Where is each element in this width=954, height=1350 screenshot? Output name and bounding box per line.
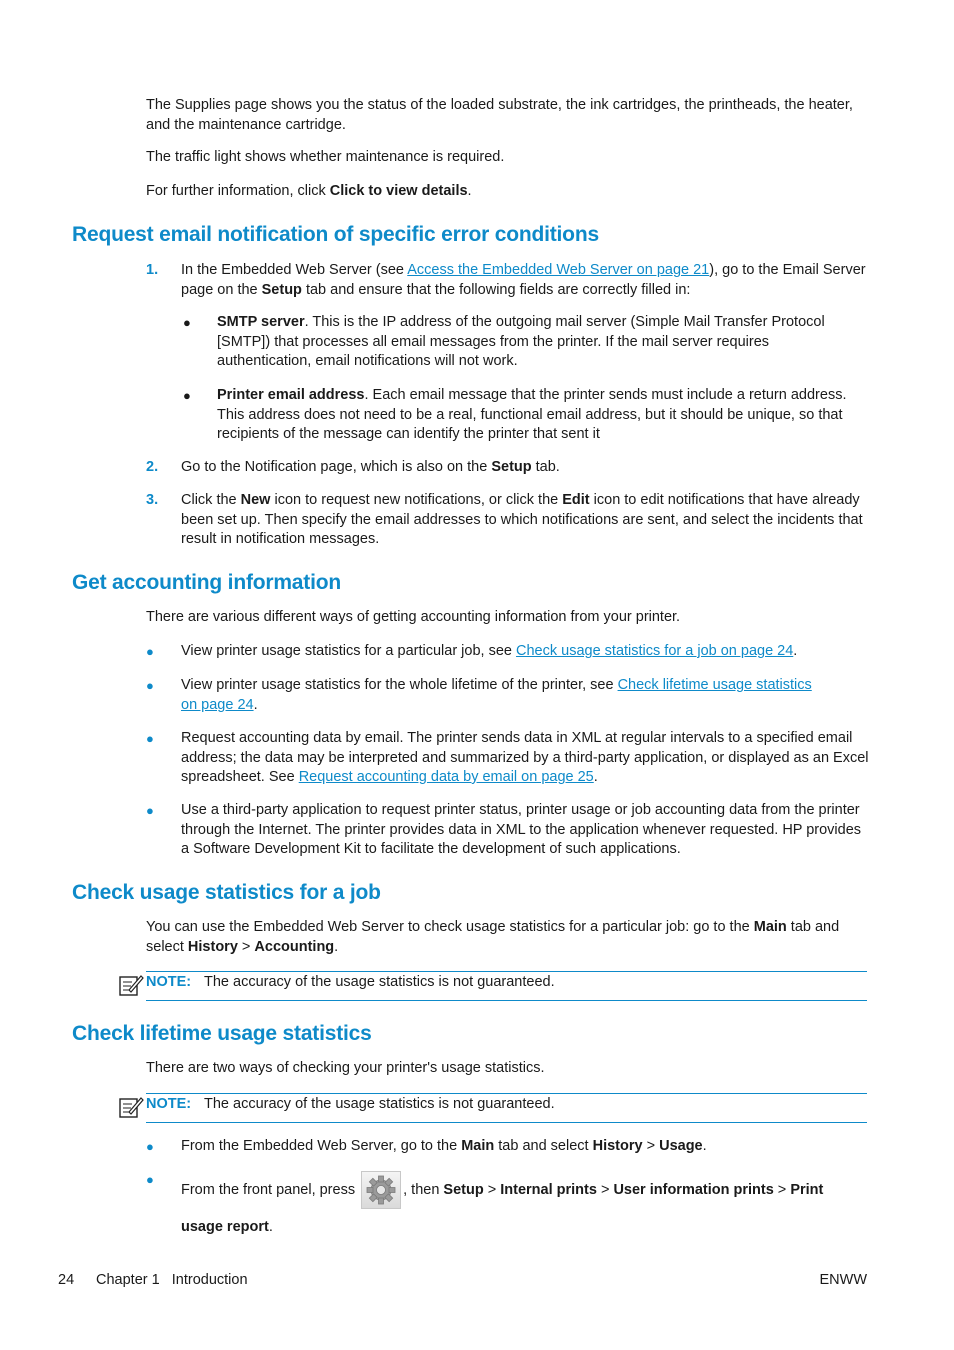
heading-check-lifetime: Check lifetime usage statistics [72, 1022, 372, 1045]
step-3-text: Click the New icon to request new notifications, or click the Edit icon to edit notifications that have already been set up. Then specify the email addresses to which notifications are sent, and select the incidents that result in notification messages. [181, 492, 863, 547]
intro-paragraph-1: The Supplies page shows you the status of the loaded substrate, the ink cartridges, the printheads, the heater, and the maintenance cartridge. [146, 97, 853, 133]
note-box [146, 971, 867, 1001]
note-text: The accuracy of the usage statistics is not guaranteed. [204, 974, 555, 990]
printer-email-address-item: Printer email address. Each email message that the printer sends must include a return address. This address does not need to be a real, functional email address, but it should be unique, so that recipients of the message can identify the printer that sent it [217, 387, 847, 442]
footer-enww: ENWW [819, 1272, 867, 1288]
step-number: 1. [146, 262, 159, 278]
step-number: 3. [146, 492, 159, 508]
heading-get-accounting: Get accounting information [72, 571, 341, 594]
bullet-icon: ● [146, 731, 154, 746]
lifetime-item-2: From the front panel, press , then Setup > Internal prints > User information prints > Print usage report. [181, 1171, 869, 1246]
accounting-item-3: Request accounting data by email. The printer sends data in XML at regular intervals to a specified email address; the data may be interpreted and summarized by a third-party application, or displayed as an Excel spreadsheet. See Request accounting data by email on page 25. [181, 730, 869, 785]
bullet-icon: ● [146, 644, 154, 659]
accounting-item-1: View printer usage statistics for a particular job, see Check usage statistics for a job on page 24. [181, 643, 798, 659]
bullet-icon: ● [146, 803, 154, 818]
footer-page-number: 24 [58, 1272, 75, 1288]
link-check-usage-job[interactable]: Check usage statistics for a job on page 24 [516, 643, 794, 659]
note-box [146, 1093, 867, 1123]
link-check-lifetime-usage[interactable]: Check lifetime usage statistics [617, 677, 812, 693]
note-icon [118, 1095, 144, 1119]
link-access-ews[interactable]: Access the Embedded Web Server on page 21 [407, 262, 710, 278]
bullet-icon: ● [183, 388, 191, 403]
bullet-icon: ● [146, 678, 154, 693]
lifetime-item-1: From the Embedded Web Server, go to the Main tab and select History > Usage. [181, 1138, 707, 1154]
job-usage-paragraph: You can use the Embedded Web Server to check usage statistics for a particular job: go to the Main tab and select History > Accounting. [146, 919, 840, 955]
click-to-view-details-label: Click to view details [329, 183, 468, 199]
step-2-text: Go to the Notification page, which is also on the Setup tab. [181, 459, 560, 475]
note-label: NOTE: [146, 1096, 192, 1112]
bullet-icon: ● [146, 1139, 154, 1154]
bullet-icon: ● [183, 315, 191, 330]
heading-check-usage-job: Check usage statistics for a job [72, 881, 381, 904]
note-text: The accuracy of the usage statistics is not guaranteed. [204, 1096, 555, 1112]
accounting-item-4: Use a third-party application to request printer status, printer usage or job accounting data from the printer through the Internet. The printer provides data in XML to the application whenever requested. HP provides a Software Development Kit to facilitate the development of such applications. [181, 802, 862, 857]
note-icon [118, 973, 144, 997]
accounting-intro: There are various different ways of getting accounting information from your printer. [146, 609, 681, 625]
footer-chapter: Chapter 1 Introduction [96, 1272, 248, 1288]
settings-gear-icon [361, 1171, 401, 1209]
lifetime-intro: There are two ways of checking your printer's usage statistics. [146, 1060, 545, 1076]
intro-paragraph-2: The traffic light shows whether maintenance is required. [146, 149, 505, 165]
link-check-lifetime-usage-page[interactable]: on page 24 [181, 696, 254, 713]
intro-paragraph-3: For further information, click Click to view details. [146, 183, 472, 199]
heading-email-notification: Request email notification of specific error conditions [72, 223, 599, 246]
step-number: 2. [146, 459, 159, 475]
accounting-item-2: View printer usage statistics for the whole lifetime of the printer, see Check lifetime usage statistics on page 24. [181, 677, 812, 713]
step-1-text: In the Embedded Web Server (see Access the Embedded Web Server on page 21), go to the Email Server page on the Setup tab and ensure that the following fields are correctly filled in: [181, 262, 866, 298]
note-label: NOTE: [146, 974, 192, 990]
bullet-icon: ● [146, 1172, 154, 1187]
smtp-server-item: SMTP server. This is the IP address of the outgoing mail server (Simple Mail Transfer Protocol [SMTP]) that processes all email messages from the printer. If the mail server requires authentication, email notifications will not work. [217, 314, 825, 369]
link-request-accounting-email[interactable]: Request accounting data by email on page 25 [298, 769, 594, 785]
